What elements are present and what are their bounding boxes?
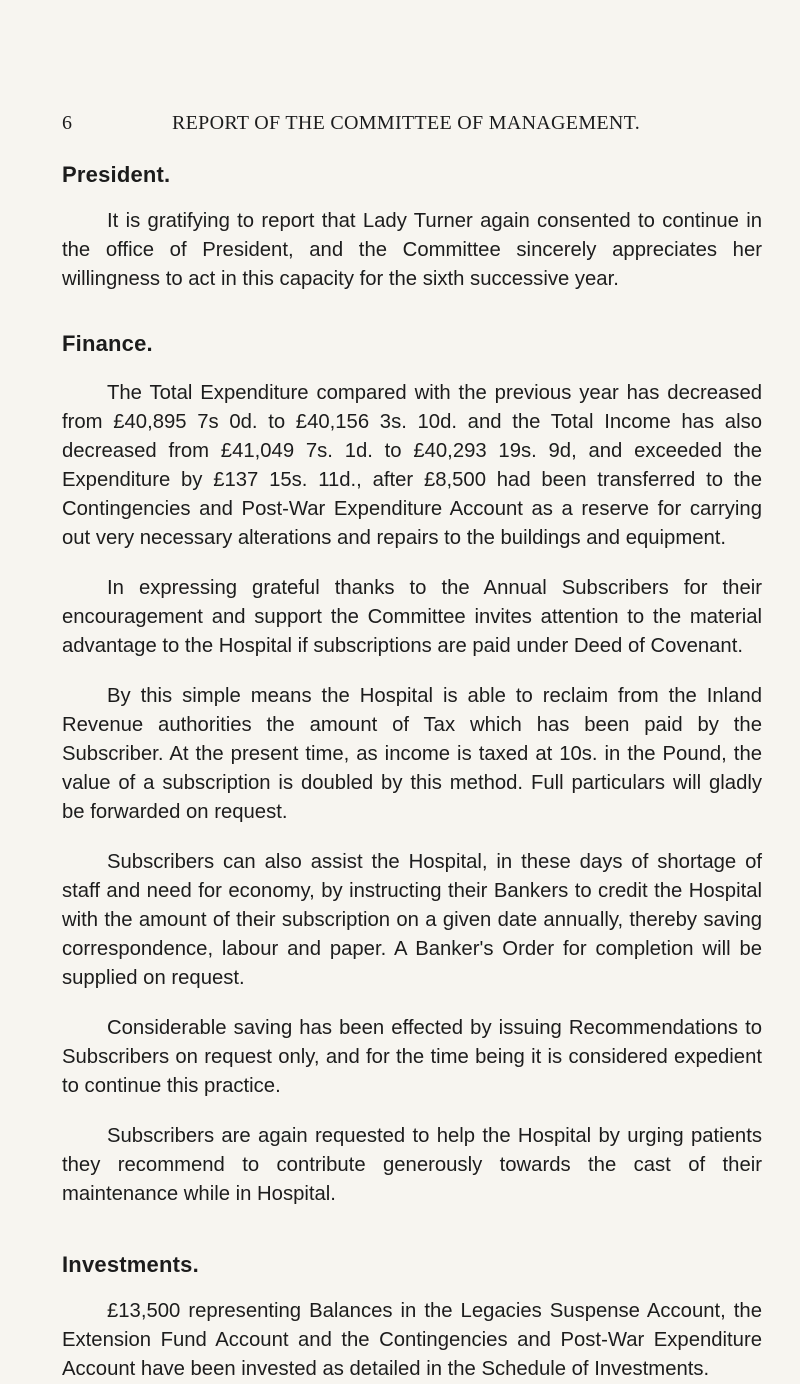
- paragraph: Considerable saving has been effected by issuing Recommendations to Subscribers on request only, and for the time being it is considered expedient to continue this practice.: [62, 1017, 762, 1097]
- section-finance: [62, 331, 762, 1209]
- running-head: REPORT OF THE COMMITTEE OF MANAGEMENT.: [172, 112, 640, 134]
- paragraph: The Total Expenditure compared with the previous year has decreased from £40,895 7s 0d. to £40,156 3s. 10d. and the Total Income has also decreased from £41,049 7s. 1d. to £40,293 19s. 9d, and exceeded the Expenditure by £137 15s. 11d., after £8,500 had been transferred to the Contingencies and Post-War Expenditure Account as a reserve for carrying out very necessary alterations and repairs to the buildings and equipment.: [62, 382, 762, 549]
- paragraph: Subscribers can also assist the Hospital, in these days of shortage of staff and need for economy, by instructing their Bankers to credit the Hospital with the amount of their subscription on a given date annually, thereby saving correspondence, labour and paper. A Banker's Order for completion will be supplied on request.: [62, 851, 762, 989]
- paragraph: £13,500 representing Balances in the Legacies Suspense Account, the Extension Fund Account and the Contingencies and Post-War Expenditure Account have been invested as detailed in the Schedule of Investments.: [62, 1300, 762, 1380]
- paragraph: In expressing grateful thanks to the Annual Subscribers for their encouragement and support the Committee invites attention to the material advantage to the Hospital if subscriptions are paid under Deed of Covenant.: [62, 577, 762, 657]
- page-body: [62, 162, 762, 1384]
- paragraph: By this simple means the Hospital is able to reclaim from the Inland Revenue authorities the amount of Tax which has been paid by the Subscriber. At the present time, as income is taxed at 10s. in the Pound, the value of a subscription is doubled by this method. Full particulars will gladly be forwarded on request.: [62, 685, 762, 823]
- paragraph: It is gratifying to report that Lady Turner again consented to continue in the office of President, and the Committee sincerely appreciates her willingness to act in this capacity for the sixth successive year.: [62, 210, 762, 290]
- section-investments: [62, 1252, 762, 1384]
- section-president: [62, 162, 762, 294]
- page-header: [0, 112, 800, 138]
- section-heading: President.: [62, 162, 171, 187]
- page-number: 6: [62, 112, 73, 134]
- section-heading: Investments.: [62, 1252, 199, 1277]
- paragraph: Subscribers are again requested to help the Hospital by urging patients they recommend to contribute generously towards the cast of their maintenance while in Hospital.: [62, 1125, 762, 1205]
- section-heading: Finance.: [62, 331, 153, 356]
